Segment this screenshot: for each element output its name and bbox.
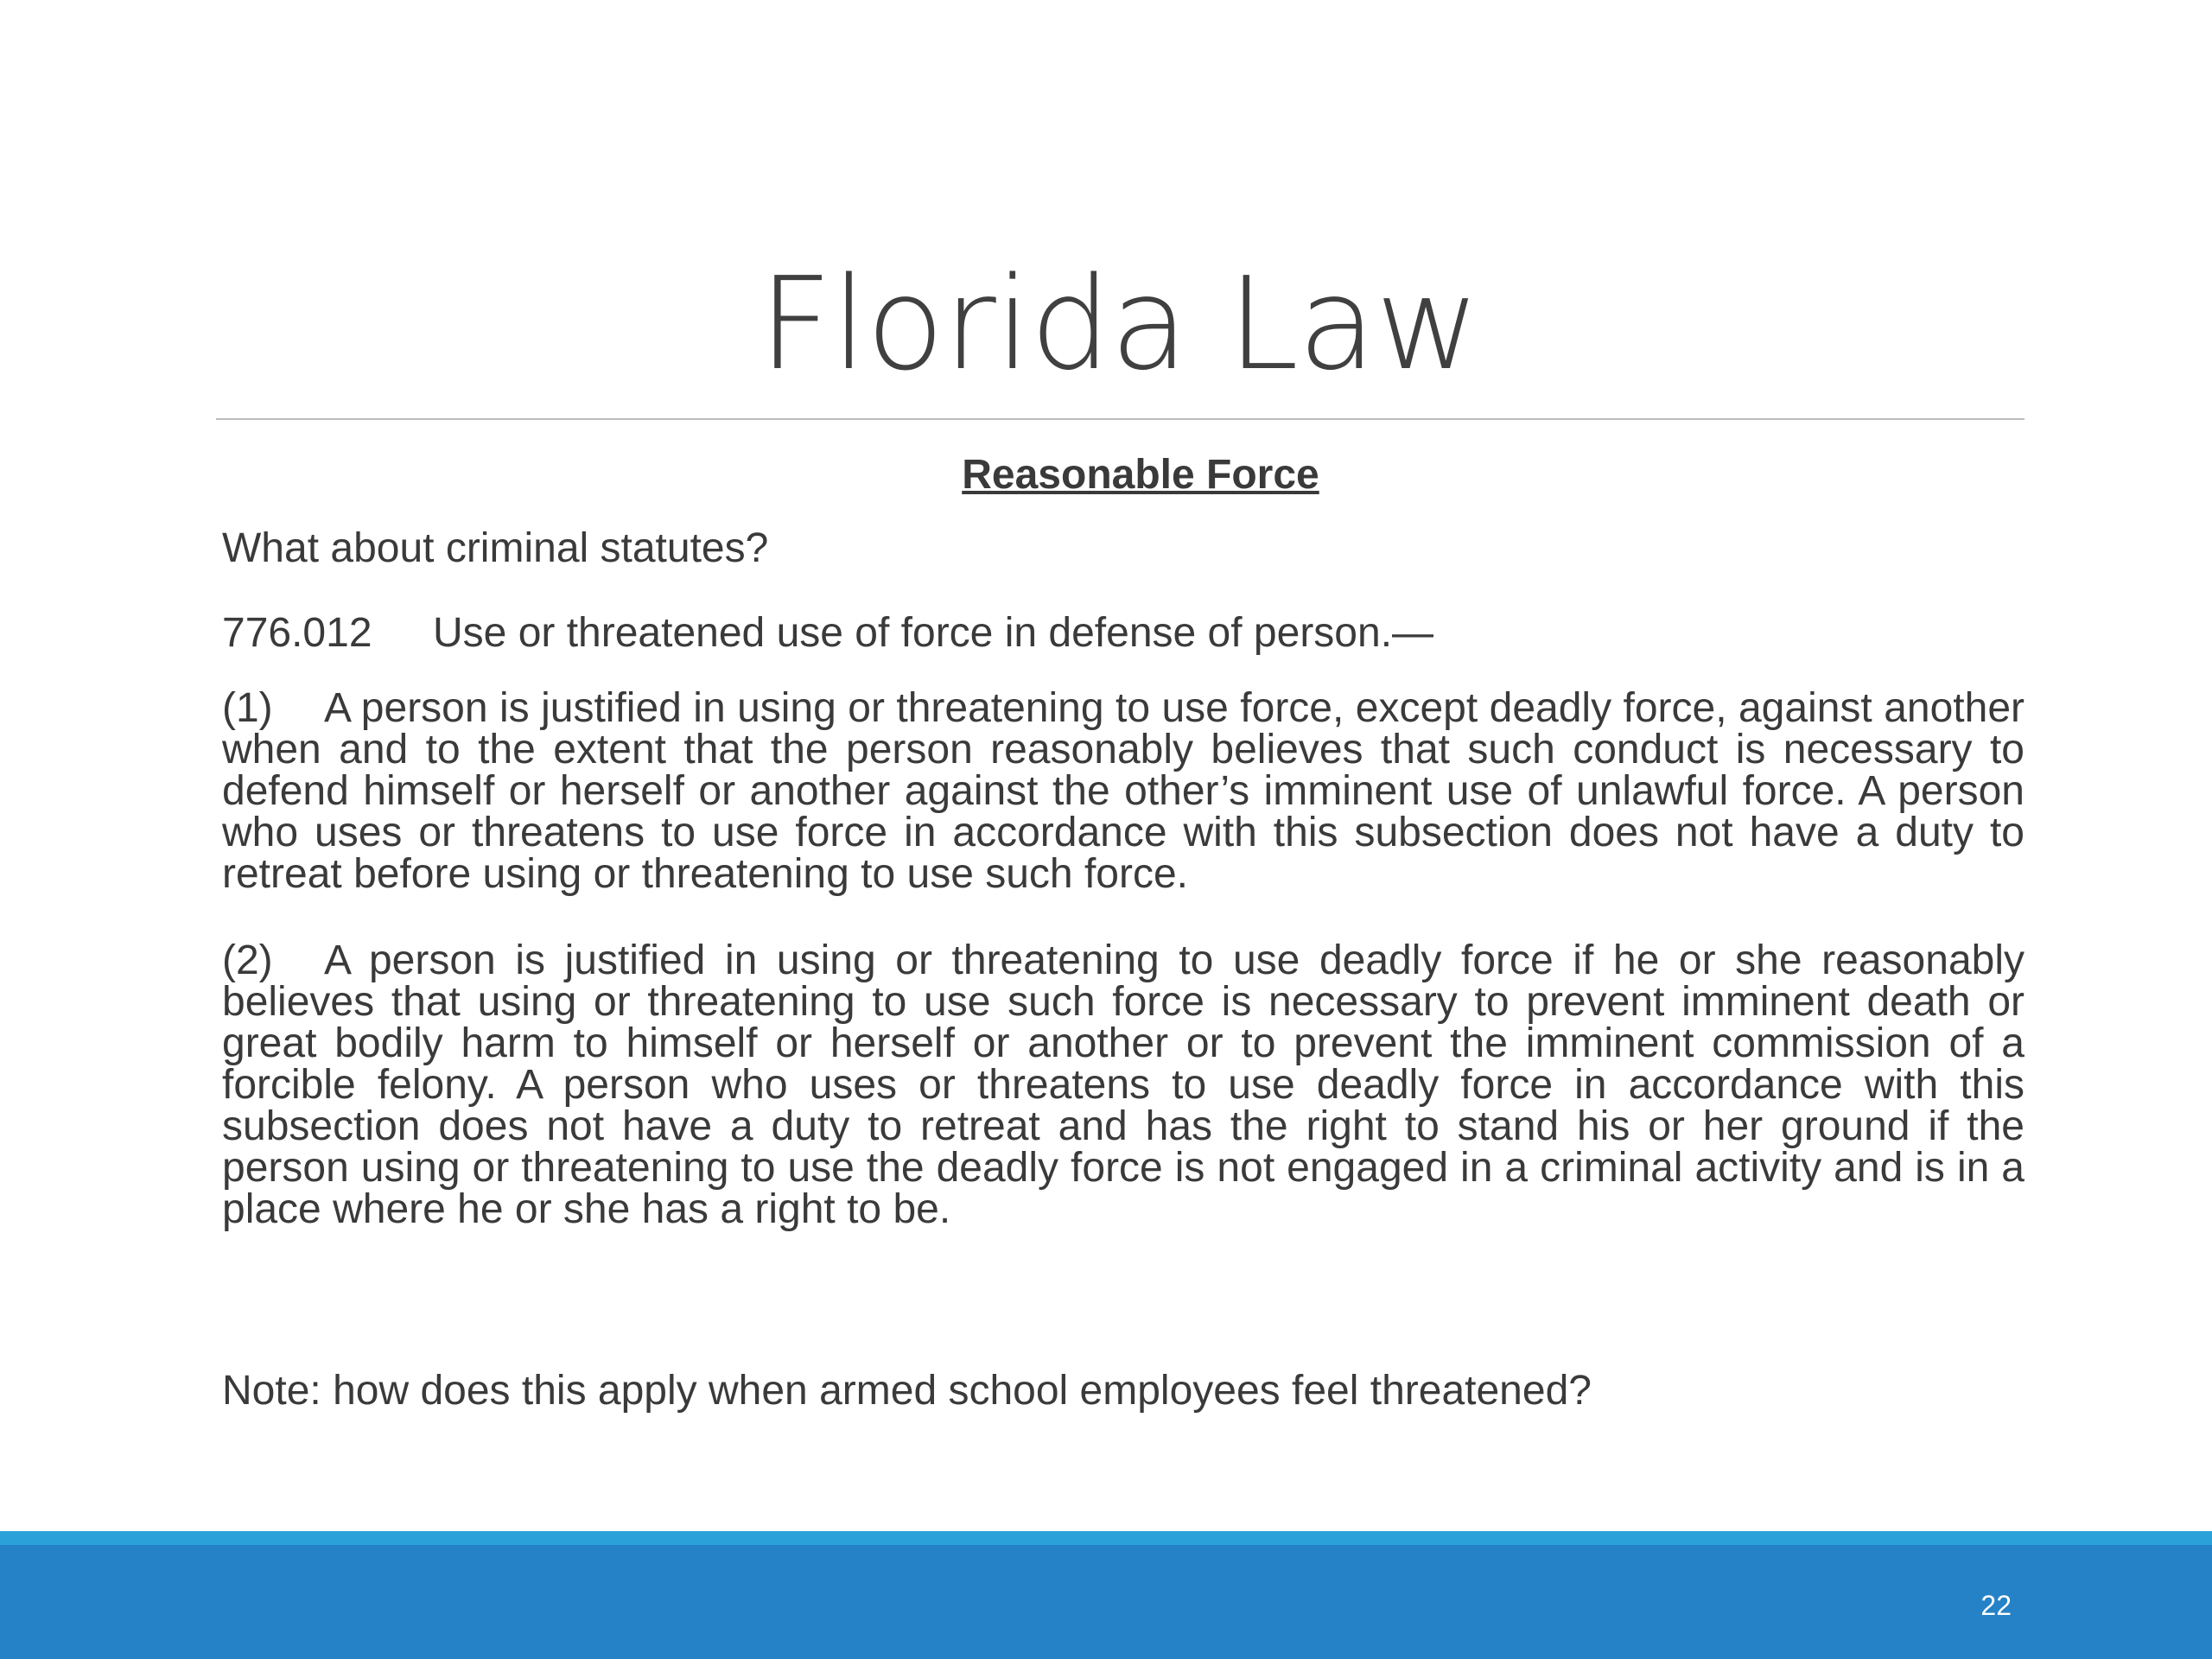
slide-title: Florida Law: [759, 250, 1479, 398]
subsection-text: A person is justified in using or threatening to use deadly force if he or she reasonably believes that using or threatening to use such force is necessary to prevent imminent death or great bodily harm to himself or herself or another or to prevent the imminent commission of a forcible felony. A person who uses or threatens to use deadly force in accordance with this subsection does not have a duty to retreat and has the right to stand his or her ground if the person using or threatening to use the deadly force is not engaged in a criminal activity and is in a place where he or she has a right to be.: [222, 938, 2024, 1232]
footer-accent-bar: [0, 1531, 2212, 1545]
statute-number: 776.012: [222, 610, 372, 656]
section-heading: Reasonable Force: [962, 452, 1319, 498]
note-text: Note: how does this apply when armed school employees feel threatened?: [222, 1368, 1592, 1414]
page-number: 22: [1980, 1590, 2012, 1621]
slide-body: [222, 441, 2024, 1230]
subsection-text: A person is justified in using or threatening to use force, except deadly force, against another when and to the extent that the person reasonably believes that such conduct is necessary to defend himself or herself or another against the other’s imminent use of unlawful force. A person who uses or threatens to use force in accordance with this subsection does not have a duty to retreat before using or threatening to use such force.: [222, 685, 2024, 897]
title-divider: [216, 418, 2024, 420]
question-text: What about criminal statutes?: [222, 525, 769, 571]
subsection-label: (2): [222, 938, 273, 983]
statute-heading: [222, 603, 2024, 664]
subsection-2: [222, 940, 2024, 1230]
subsection-label: (1): [222, 685, 273, 731]
statute-title: Use or threatened use of force in defense of person.—: [433, 610, 1434, 656]
subsection-1: [222, 685, 2024, 897]
footer-bar: [0, 1545, 2212, 1659]
